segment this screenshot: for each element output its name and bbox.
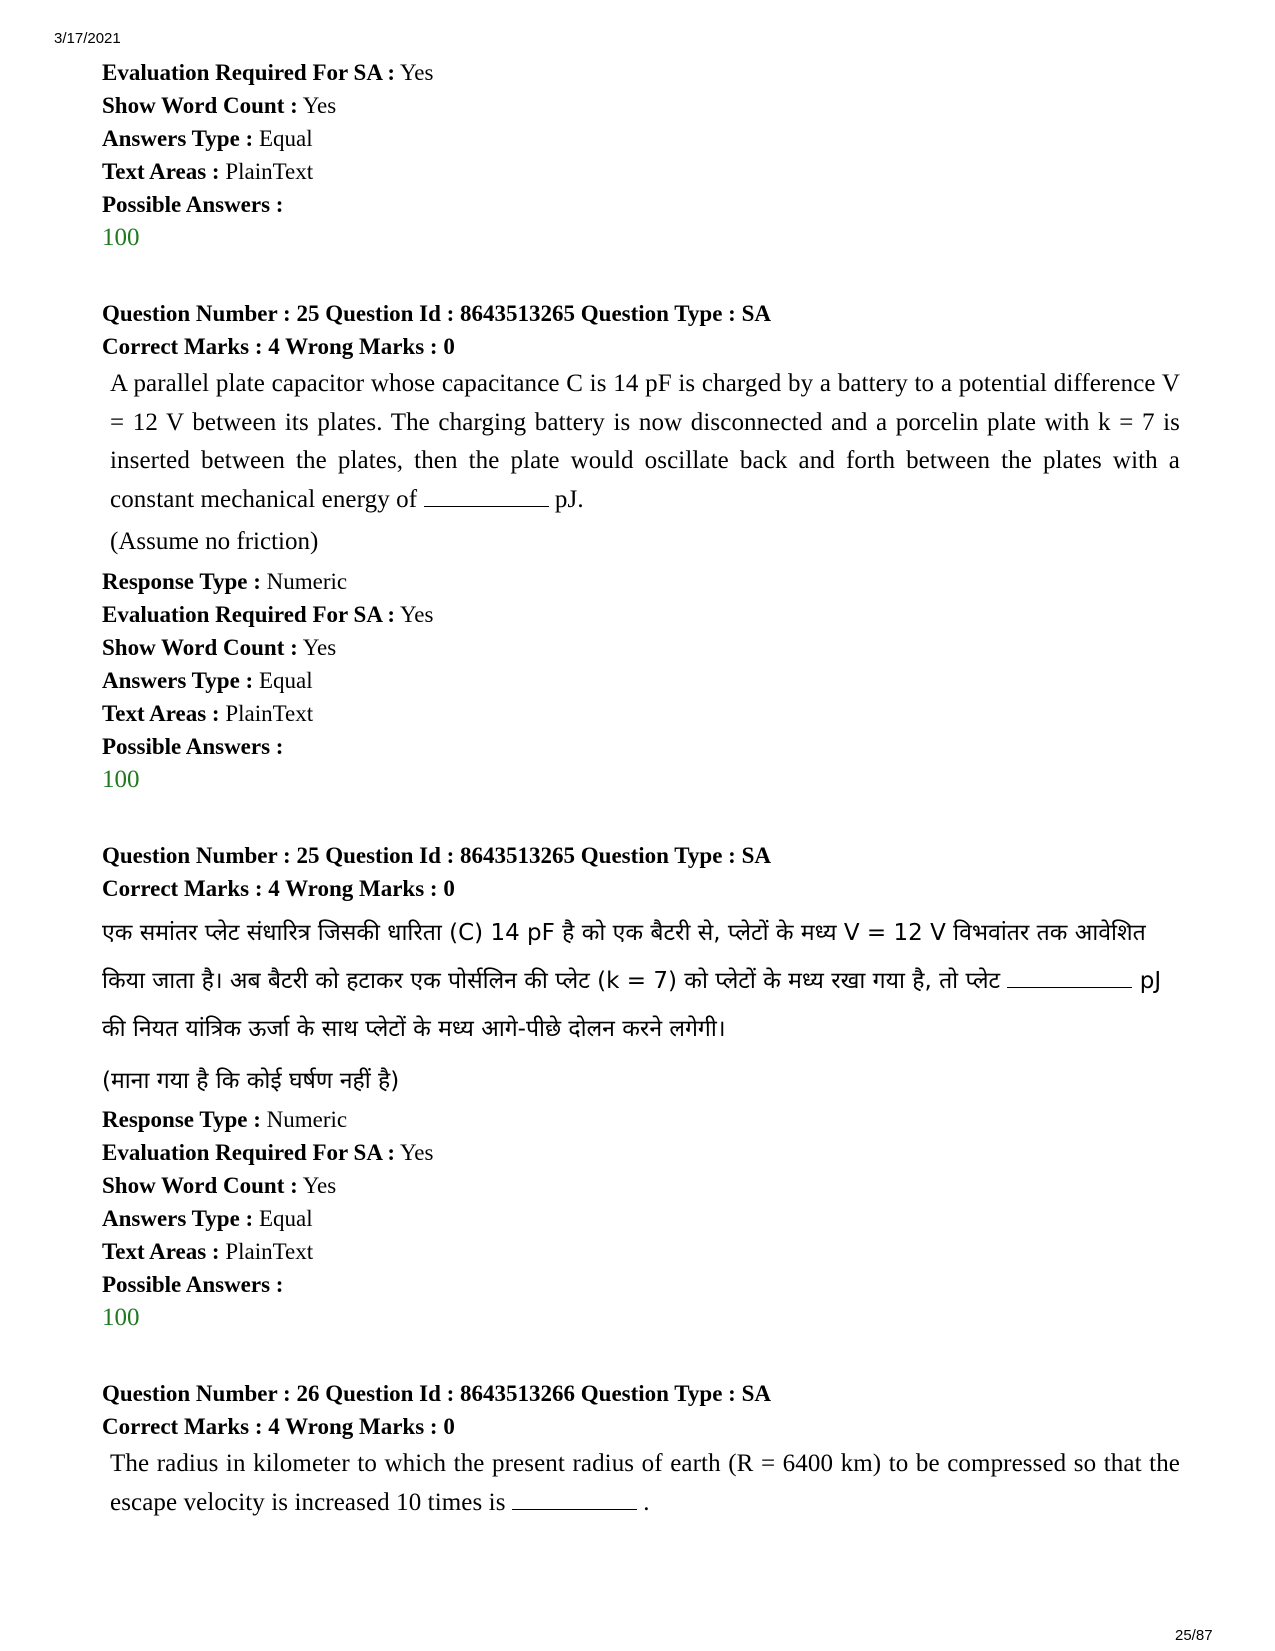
response-type-row: Response Type : Numeric xyxy=(102,1107,348,1132)
possible-answer-value: 100 xyxy=(102,766,140,793)
question-text: The radius in kilometer to which the present radius of earth (R = 6400 km) to be compressed so that the escape velocity is increased 10 times is . xyxy=(110,1450,1180,1516)
page-content xyxy=(102,56,1182,1522)
possible-answers-label: Possible Answers : xyxy=(102,192,284,217)
page-number: 25/87 xyxy=(1175,1627,1213,1644)
question-25-english xyxy=(102,297,1182,797)
answer-blank xyxy=(512,1508,637,1510)
word-count-row: Show Word Count : Yes xyxy=(102,93,337,118)
question-26-english xyxy=(102,1377,1182,1522)
possible-answers-label: Possible Answers : xyxy=(102,1272,284,1297)
text-areas-row: Text Areas : PlainText xyxy=(102,701,314,726)
word-count-row: Show Word Count : Yes xyxy=(102,635,337,660)
possible-answer-value: 100 xyxy=(102,1304,140,1331)
answers-type-row: Answers Type : Equal xyxy=(102,126,313,151)
evaluation-row: Evaluation Required For SA : Yes xyxy=(102,602,434,627)
question-marks: Correct Marks : 4 Wrong Marks : 0 xyxy=(102,876,455,901)
question-marks: Correct Marks : 4 Wrong Marks : 0 xyxy=(102,1414,455,1439)
question-text: एक समांतर प्लेट संधारित्र जिसकी धारिता (C) 14 pF है को एक बैटरी से, प्लेटों के मध्य V = 12 V विभवांतर तक आवेशित किया जाता है। अब बैटरी को हटाकर एक पोर्सलिन की प्लेट (k = 7) को प्लेटों के मध्य रखा गया है, तो प्लेट pJ की नियत यांत्रिक ऊर्जा के साथ प्लेटों के मध्य आगे-पीछे दोलन करने लगेगी। xyxy=(102,920,1162,1042)
question-header: Question Number : 26 Question Id : 8643513266 Question Type : SA xyxy=(102,1381,771,1406)
question-text: A parallel plate capacitor whose capacitance C is 14 pF is charged by a battery to a potential difference V = 12 V between its plates. The charging battery is now disconnected and a porcelin plate with k = 7 is inserted between the plates, then the plate would oscillate back and forth between the plates with a constant mechanical energy of pJ. xyxy=(110,370,1180,513)
question-marks: Correct Marks : 4 Wrong Marks : 0 xyxy=(102,334,455,359)
question-note: (Assume no friction) xyxy=(110,528,319,555)
answer-blank xyxy=(1007,986,1132,988)
question-25-hindi xyxy=(102,839,1182,1335)
evaluation-row: Evaluation Required For SA : Yes xyxy=(102,60,434,85)
text-areas-row: Text Areas : PlainText xyxy=(102,159,314,184)
question-header: Question Number : 25 Question Id : 8643513265 Question Type : SA xyxy=(102,843,771,868)
evaluation-row: Evaluation Required For SA : Yes xyxy=(102,1140,434,1165)
answer-blank xyxy=(424,505,549,507)
possible-answer-value: 100 xyxy=(102,224,140,251)
word-count-row: Show Word Count : Yes xyxy=(102,1173,337,1198)
question-header: Question Number : 25 Question Id : 8643513265 Question Type : SA xyxy=(102,301,771,326)
response-type-row: Response Type : Numeric xyxy=(102,569,348,594)
print-date: 3/17/2021 xyxy=(54,30,121,47)
possible-answers-label: Possible Answers : xyxy=(102,734,284,759)
previous-question-tail xyxy=(102,56,1182,255)
answers-type-row: Answers Type : Equal xyxy=(102,668,313,693)
question-note: (माना गया है कि कोई घर्षण नहीं है) xyxy=(102,1068,400,1094)
text-areas-row: Text Areas : PlainText xyxy=(102,1239,314,1264)
answers-type-row: Answers Type : Equal xyxy=(102,1206,313,1231)
